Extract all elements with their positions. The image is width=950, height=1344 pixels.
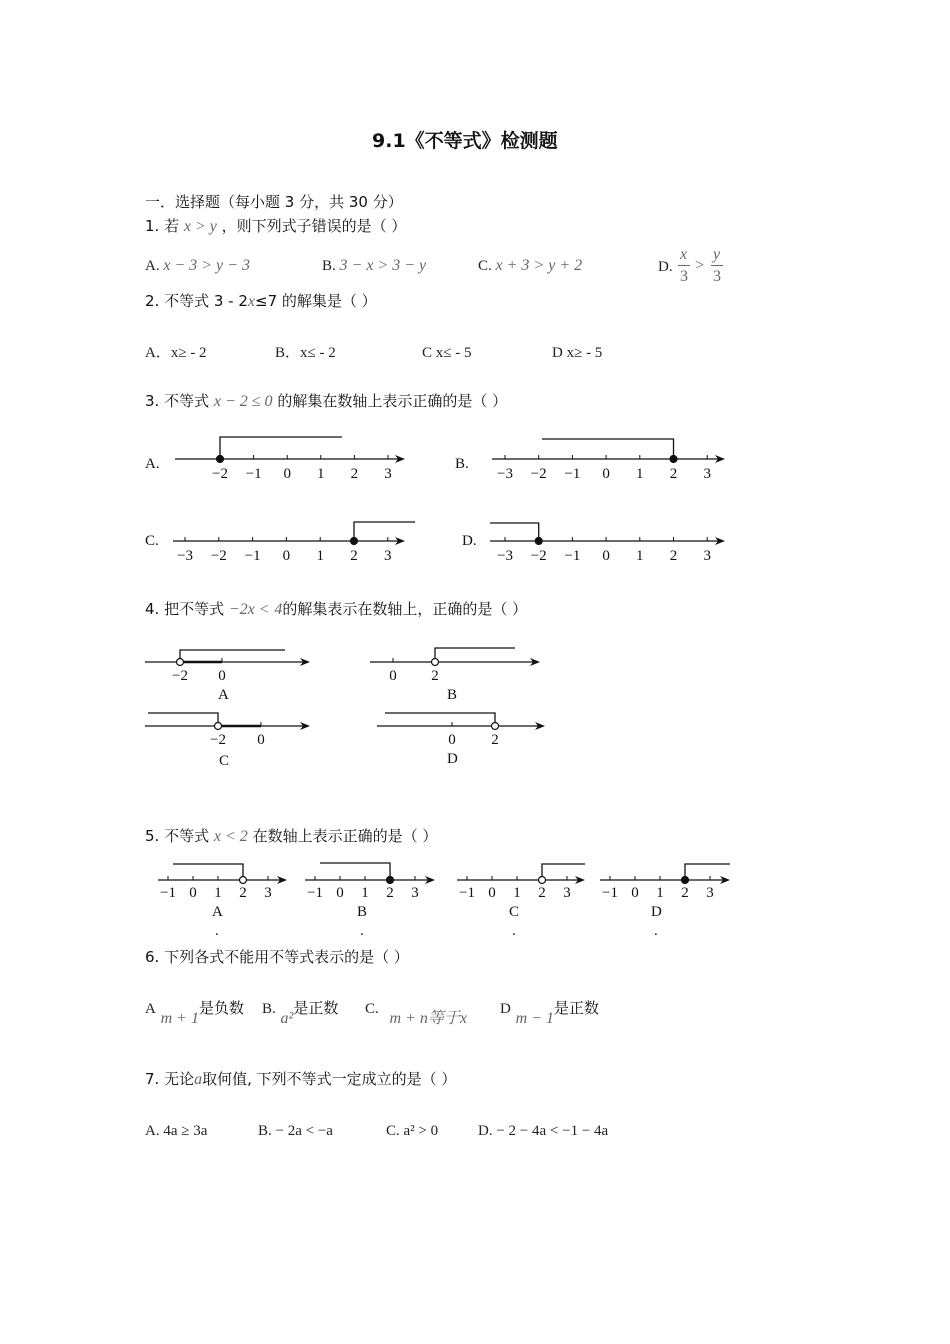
q5-label-b[interactable]: B xyxy=(357,904,368,920)
tick-label: −2 xyxy=(530,466,547,482)
q4-stem-end: 的解集表示在数轴上，正确的是（ ） xyxy=(282,600,528,618)
tick-label: −1 xyxy=(244,548,261,564)
tick-label: 1 xyxy=(513,885,521,901)
solution-bracket xyxy=(220,437,342,459)
tick-label: 2 xyxy=(431,668,439,684)
option-expression: m − 1 xyxy=(515,1010,554,1027)
option-letter: C. xyxy=(365,1001,379,1017)
tick-label: 1 xyxy=(361,885,369,901)
q3-number-line-a xyxy=(175,437,405,482)
q4-number-line-c xyxy=(145,713,310,748)
open-point xyxy=(539,877,546,884)
option-letter: D xyxy=(500,1001,511,1017)
tick-label: 2 xyxy=(350,548,358,564)
q7-option-d[interactable]: D. − 2 − 4a < −1 − 4a xyxy=(478,1123,609,1139)
open-point xyxy=(492,723,499,730)
q5-dot: . xyxy=(215,923,219,939)
q7-option-a[interactable]: A. 4a ≥ 3a xyxy=(145,1123,208,1139)
q4-number-line-a xyxy=(145,650,310,684)
tick-label: 0 xyxy=(389,668,397,684)
tick-label: 1 xyxy=(316,548,324,564)
q5-stem-end: 在数轴上表示正确的是（ ） xyxy=(252,827,438,845)
option-letter: D. xyxy=(658,259,673,275)
q5-dot: . xyxy=(512,923,516,939)
q5-expression: x < 2 xyxy=(213,828,248,845)
tick-label: 2 xyxy=(681,885,689,901)
tick-label: 2 xyxy=(669,548,678,564)
option-expression: m + 1 xyxy=(160,1010,199,1027)
q7-option-c[interactable]: C. a² > 0 xyxy=(386,1123,439,1139)
tick-label: 2 xyxy=(350,466,359,482)
tick-label: 3 xyxy=(411,885,419,901)
tick-label: −3 xyxy=(497,548,513,564)
q7-option-b[interactable]: B. − 2a < −a xyxy=(258,1123,333,1139)
tick-label: −2 xyxy=(530,548,547,564)
solution-bracket xyxy=(385,713,495,726)
q5-number-line-d xyxy=(600,864,730,901)
tick-label: −1 xyxy=(564,466,581,482)
open-point xyxy=(177,659,184,666)
open-point xyxy=(215,723,222,730)
page-title: 9.1《不等式》检测题 xyxy=(372,130,558,152)
q4-number-line-d xyxy=(377,713,545,748)
q4-expression: −2x < xyxy=(228,601,270,618)
q4-number: 4 xyxy=(274,601,283,618)
fraction-numerator: x xyxy=(680,246,688,263)
fraction-numerator: y xyxy=(713,246,721,263)
option-text: 是正数 xyxy=(553,999,599,1017)
option-letter: A. xyxy=(145,258,160,274)
tick-label: −3 xyxy=(177,548,193,564)
q5-number-line-b xyxy=(305,863,435,901)
tick-label: 1 xyxy=(636,466,644,482)
q2-stem: 2. 不等式 3 - 2 xyxy=(145,292,248,310)
tick-label: 0 xyxy=(602,466,610,482)
q7-stem-end: 取何值, 下列不等式一定成立的是（ ） xyxy=(202,1070,457,1088)
q2-variable: x xyxy=(247,293,255,310)
greater-than-sign: > xyxy=(695,257,705,274)
q5-dot: . xyxy=(654,923,658,939)
tick-label: 1 xyxy=(636,548,644,564)
closed-point xyxy=(670,456,677,463)
q3-expression: x − 2 ≤ 0 xyxy=(213,393,273,410)
open-point xyxy=(240,877,247,884)
tick-label: 3 xyxy=(384,548,392,564)
tick-label: 1 xyxy=(317,466,325,482)
tick-label: 1 xyxy=(656,885,664,901)
q3-label-c[interactable]: C. xyxy=(145,533,159,549)
tick-label: 0 xyxy=(488,885,496,901)
tick-label: 2 xyxy=(538,885,546,901)
q4-label-a[interactable]: A xyxy=(218,687,229,703)
tick-label: −2 xyxy=(212,466,228,482)
q5-label-c[interactable]: C xyxy=(509,904,520,920)
tick-label: 3 xyxy=(703,548,711,564)
q3-label-a[interactable]: A. xyxy=(145,456,160,472)
tick-label: 0 xyxy=(282,548,291,564)
q1-condition: x > y xyxy=(183,218,217,235)
q3-number-line-b xyxy=(492,439,725,482)
tick-label: 2 xyxy=(669,466,678,482)
solution-bracket xyxy=(354,522,415,541)
tick-label: −3 xyxy=(497,466,513,482)
q4-stem: 4. 把不等式 xyxy=(145,600,225,618)
tick-label: −2 xyxy=(172,668,188,684)
q5-dot: . xyxy=(360,923,364,939)
option-expression: x − 3 > y − 3 xyxy=(163,257,250,274)
tick-label: −2 xyxy=(210,548,227,564)
option-text: 是正数 xyxy=(293,999,339,1017)
q1-stem: 1. 若 xyxy=(145,217,180,235)
tick-label: 0 xyxy=(189,885,197,901)
tick-label: 3 xyxy=(703,466,711,482)
tick-label: 1 xyxy=(214,885,222,901)
option-expression: m + n xyxy=(389,1010,428,1027)
q5-label-d[interactable]: D xyxy=(651,904,662,920)
tick-label: −1 xyxy=(564,548,581,564)
tick-label: 0 xyxy=(602,548,610,564)
q4-label-d[interactable]: D xyxy=(447,751,458,767)
option-letter: B. xyxy=(322,258,336,274)
option-letter: A xyxy=(145,1001,156,1017)
q1-stem-end: ，则下列式子错误的是（ ） xyxy=(221,217,407,235)
tick-label: 0 xyxy=(336,885,344,901)
tick-label: −1 xyxy=(307,885,323,901)
closed-point xyxy=(682,877,689,884)
q5-number-line-a xyxy=(158,864,287,901)
solution-bracket xyxy=(490,523,539,541)
tick-label: 0 xyxy=(283,466,291,482)
fraction-denominator: 3 xyxy=(680,268,688,285)
q3-label-d[interactable]: D. xyxy=(462,533,477,549)
tick-label: −2 xyxy=(210,732,226,748)
solution-bracket xyxy=(435,648,515,662)
tick-label: 2 xyxy=(239,885,247,901)
tick-label: 0 xyxy=(448,732,456,748)
q3-stem: 3. 不等式 xyxy=(145,392,210,410)
option-text: 等于x xyxy=(427,1010,468,1027)
option-letter: C. xyxy=(478,258,492,274)
solution-bracket xyxy=(148,713,218,726)
q3-number-line-c xyxy=(173,522,415,564)
option-text: 是负数 xyxy=(198,999,244,1017)
option-letter: B. xyxy=(262,1001,276,1017)
solution-bracket xyxy=(173,864,243,880)
q7-stem: 7. 无论 xyxy=(145,1070,195,1088)
question-6: 6. 下列各式不能用不等式表示的是（ ） xyxy=(145,948,409,966)
tick-label: 0 xyxy=(631,885,639,901)
option-expression: a² xyxy=(280,1010,294,1027)
q4-number-line-b xyxy=(370,648,540,684)
closed-point xyxy=(387,877,394,884)
tick-label: 2 xyxy=(491,732,499,748)
q4-label-c[interactable]: C xyxy=(219,753,230,769)
solution-bracket xyxy=(180,650,285,662)
q2-option-b[interactable]: B．x≤ - 2 xyxy=(275,345,336,361)
tick-label: 3 xyxy=(264,885,272,901)
q3-label-b[interactable]: B. xyxy=(455,456,469,472)
tick-label: −1 xyxy=(160,885,176,901)
section-heading: 一．选择题（每小题 3 分，共 30 分） xyxy=(145,193,403,211)
q3-stem-end: 的解集在数轴上表示正确的是（ ） xyxy=(277,392,508,410)
q5-label-a[interactable]: A xyxy=(212,904,223,920)
q7-variable: a xyxy=(194,1071,203,1088)
tick-label: 3 xyxy=(563,885,571,901)
tick-label: 0 xyxy=(218,668,226,684)
q5-stem: 5. 不等式 xyxy=(145,827,210,845)
closed-point xyxy=(535,538,542,545)
closed-point xyxy=(351,538,358,545)
closed-point xyxy=(217,456,224,463)
fraction-denominator: 3 xyxy=(713,268,721,285)
q5-number-line-c xyxy=(457,864,585,901)
q2-option-a[interactable]: A．x≥ - 2 xyxy=(145,345,207,361)
tick-label: −1 xyxy=(602,885,618,901)
tick-label: 3 xyxy=(706,885,714,901)
solution-bracket xyxy=(320,863,390,880)
q2-option-c[interactable]: C x≤ - 5 xyxy=(422,345,472,361)
q3-number-line-d xyxy=(490,523,725,564)
tick-label: 3 xyxy=(384,466,392,482)
tick-label: 2 xyxy=(386,885,394,901)
tick-label: 0 xyxy=(257,732,265,748)
q2-stem-end: ≤7 的解集是（ ） xyxy=(255,292,377,310)
tick-label: −1 xyxy=(245,466,262,482)
option-expression: 3 − x > 3 − y xyxy=(339,257,427,274)
option-expression: x + 3 > y + 2 xyxy=(495,257,583,274)
open-point xyxy=(432,659,439,666)
tick-label: −1 xyxy=(459,885,475,901)
q2-option-d[interactable]: D x≥ - 5 xyxy=(552,345,603,361)
solution-bracket xyxy=(542,439,674,459)
q4-label-b[interactable]: B xyxy=(447,687,458,703)
